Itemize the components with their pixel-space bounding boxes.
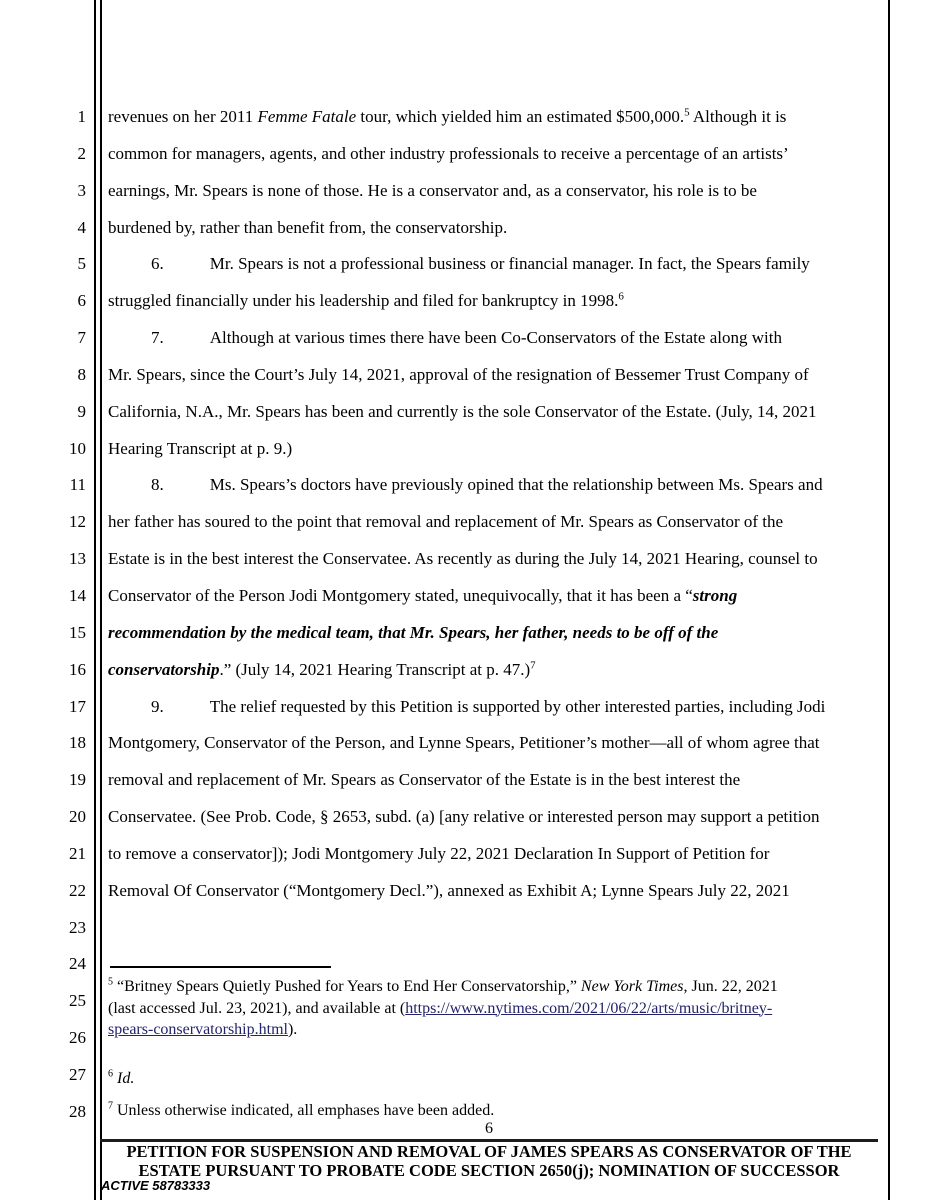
text-segment: Femme Fatale <box>257 107 357 126</box>
line-number: 20 <box>69 807 86 827</box>
footnote-5 <box>108 976 886 1041</box>
text-segment: .” (July 14, 2021 Hearing Transcript at p. 47.) <box>219 659 531 679</box>
text-segment: “Britney Spears Quietly Pushed for Years to End Her Conservatorship,” <box>113 978 581 995</box>
body-text-line <box>108 210 884 247</box>
text-segment: burdened by, rather than benefit from, the conservatorship. <box>108 217 508 237</box>
body-text-line <box>108 283 884 320</box>
text-segment: New York Times <box>580 978 684 995</box>
body-text-line <box>108 910 884 947</box>
line-number: 10 <box>69 438 86 458</box>
document-id: ACTIVE 58783333 <box>101 1178 211 1193</box>
body-text-line <box>108 320 884 357</box>
line-number: 25 <box>69 991 86 1011</box>
text-segment: conservatorship <box>108 659 220 679</box>
line-number: 8 <box>77 364 86 384</box>
text-segment: (last accessed Jul. 23, 2021), and available at ( <box>108 999 406 1017</box>
text-segment: Unless otherwise indicated, all emphases have been added. <box>113 1102 495 1119</box>
text-segment: earnings, Mr. Spears is none of those. He is a conservator and, as a conservator, his role is to be <box>108 180 757 200</box>
line-number: 19 <box>69 770 86 790</box>
footnote-marker: 5 <box>108 976 113 988</box>
line-number: 13 <box>69 549 86 569</box>
text-segment: Estate is in the best interest the Conservatee. As recently as during the July 14, 2021 Hearing, counsel to <box>108 549 818 569</box>
text-segment: Mr. Spears, since the Court’s July 14, 2021, approval of the resignation of Bessemer Trust Company of <box>108 364 809 384</box>
footnote-ref: 6 <box>618 290 624 303</box>
footnote-ref: 5 <box>684 106 690 119</box>
body-text-line <box>108 246 884 283</box>
body-text-line <box>108 136 884 173</box>
text-segment: recommendation by the medical team, that Mr. Spears, her father, needs to be off of the <box>108 622 719 642</box>
body-text-line <box>108 99 884 136</box>
footnote-ref: 7 <box>530 659 536 671</box>
text-segment: 7. <box>151 328 164 348</box>
body-text-line <box>108 394 884 431</box>
body-text-line <box>108 504 884 541</box>
line-number: 28 <box>69 1101 86 1121</box>
body-text-line <box>108 762 884 799</box>
line-number: 17 <box>69 696 86 716</box>
text-segment: 9. <box>151 696 164 716</box>
body-text-line <box>108 357 884 394</box>
pleading-left-rule-outer <box>94 0 96 1200</box>
body-text-line <box>108 725 884 762</box>
footnote-url-link[interactable]: https://www.nytimes.com/2021/06/22/arts/music/britney- <box>405 999 773 1017</box>
text-segment: struggled financially under his leadership and filed for bankruptcy in 1998. <box>108 291 619 311</box>
text-segment: Removal Of Conservator (“Montgomery Decl.”), annexed as Exhibit A; Lynne Spears July 22, 2021 <box>108 880 790 900</box>
body-text-line <box>108 541 884 578</box>
footnote-marker: 6 <box>108 1068 113 1080</box>
text-segment: Ms. Spears’s doctors have previously opined that the relationship between Ms. Spears and <box>209 475 823 495</box>
line-number: 1 <box>77 107 86 126</box>
line-number: 23 <box>69 917 86 937</box>
body-text-line <box>108 799 884 836</box>
line-number: 5 <box>77 254 86 274</box>
footnote-6 <box>108 1068 886 1090</box>
footer-title <box>100 1143 878 1180</box>
line-number: 3 <box>77 180 86 200</box>
footnote-7 <box>108 1100 886 1122</box>
text-segment: Mr. Spears is not a professional business or financial manager. In fact, the Spears family <box>209 254 810 274</box>
footnote-line <box>108 1100 886 1122</box>
line-number: 6 <box>77 291 86 311</box>
body-text-line <box>108 836 884 873</box>
text-segment: 8. <box>151 475 164 495</box>
line-number: 14 <box>69 585 86 605</box>
text-segment: common for managers, agents, and other industry professionals to receive a percentage of an artists’ <box>108 143 789 163</box>
text-segment: removal and replacement of Mr. Spears as Conservator of the Estate is in the best interest the <box>108 770 741 790</box>
body-text-line <box>108 431 884 468</box>
text-segment: her father has soured to the point that removal and replacement of Mr. Spears as Conservator of the <box>108 512 784 532</box>
body-text-line <box>108 173 884 210</box>
pleading-left-rule-inner <box>100 0 102 1200</box>
text-segment: The relief requested by this Petition is supported by other interested parties, including Jodi <box>209 696 826 716</box>
footnote-line <box>108 976 886 998</box>
line-number: 24 <box>69 954 86 974</box>
page-number: 6 <box>485 1120 493 1137</box>
footnote-line <box>108 1068 886 1090</box>
line-number: 26 <box>69 1028 86 1048</box>
text-segment: 6. <box>151 254 164 274</box>
line-number: 21 <box>69 843 86 863</box>
line-number: 11 <box>69 475 86 495</box>
body-text-line <box>108 689 884 726</box>
text-segment: Conservator of the Person Jodi Montgomery stated, unequivocally, that it has been a “ <box>108 585 693 605</box>
text-segment: Although at various times there have been Co-Conservators of the Estate along with <box>209 328 782 348</box>
text-segment: Montgomery, Conservator of the Person, and Lynne Spears, Petitioner’s mother—all of whom agree that <box>108 733 820 753</box>
text-segment: Hearing Transcript at p. 9.) <box>108 438 293 458</box>
line-number: 12 <box>69 512 86 532</box>
line-number: 27 <box>69 1064 86 1084</box>
line-number: 7 <box>77 328 86 348</box>
footer-title-line-1: PETITION FOR SUSPENSION AND REMOVAL OF JAMES SPEARS AS CONSERVATOR OF THE <box>126 1142 852 1161</box>
body-text-line <box>108 615 884 652</box>
line-number-column <box>0 99 86 1131</box>
footnote-line <box>108 1019 886 1041</box>
line-number: 18 <box>69 733 86 753</box>
text-segment: ). <box>287 1021 298 1038</box>
body-text-line <box>108 467 884 504</box>
text-segment: Although it is <box>689 107 787 126</box>
text-segment: Conservatee. (See Prob. Code, § 2653, subd. (a) [any relative or interested person may support a petition <box>108 807 820 827</box>
text-segment: Id. <box>117 1070 135 1087</box>
body-text-line <box>108 578 884 615</box>
footnote-url-link[interactable]: spears-conservatorship.html <box>108 1021 288 1038</box>
footer-title-line-2: ESTATE PURSUANT TO PROBATE CODE SECTION 2650(j); NOMINATION OF SUCCESSOR <box>138 1160 840 1180</box>
line-number: 16 <box>69 659 86 679</box>
text-segment: revenues on her 2011 <box>108 107 258 126</box>
text-segment: California, N.A., Mr. Spears has been and currently is the sole Conservator of the Estate. (July, 14, 2021 <box>108 401 817 421</box>
text-segment: , Jun. 22, 2021 <box>683 978 778 995</box>
line-number: 22 <box>69 880 86 900</box>
line-number: 4 <box>77 217 86 237</box>
footnote-separator <box>110 966 331 968</box>
text-segment: strong <box>692 585 738 605</box>
line-number: 15 <box>69 622 86 642</box>
text-segment: to remove a conservator]); Jodi Montgomery July 22, 2021 Declaration In Support of Petition for <box>108 843 770 863</box>
footnote-line <box>108 998 886 1020</box>
line-number: 2 <box>77 143 86 163</box>
body-text-line <box>108 652 884 689</box>
body-text-line <box>108 873 884 910</box>
line-number: 9 <box>77 401 86 421</box>
pleading-right-rule <box>888 0 890 1200</box>
footnote-marker: 7 <box>108 1100 113 1112</box>
text-segment: tour, which yielded him an estimated $500,000. <box>356 107 685 126</box>
